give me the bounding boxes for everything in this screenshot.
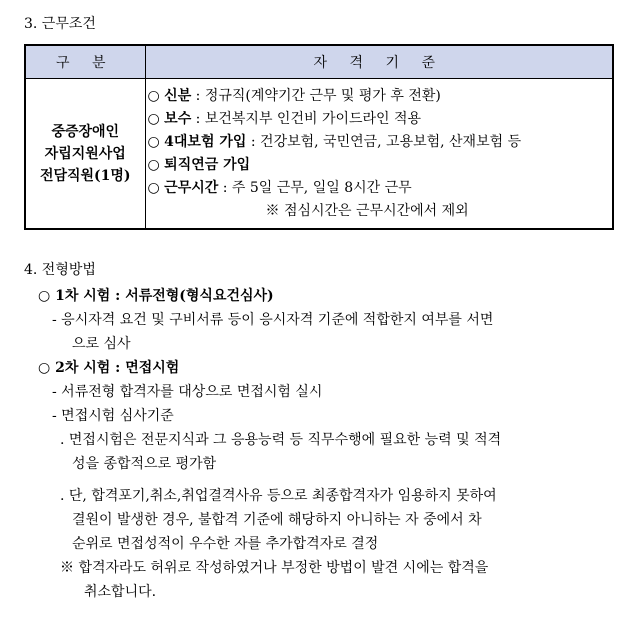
- condition-item: ○ 퇴직연금 가입: [147, 157, 251, 173]
- condition-item: ○ 보수 : 보건복지부 인건비 가이드라인 적용: [147, 111, 422, 127]
- criteria-text-cont: 성을 종합적으로 평가함: [72, 456, 217, 472]
- position-line: 중증장애인: [51, 123, 120, 140]
- position-line: 자립지원사업: [44, 145, 126, 162]
- warning-note: ※ 합격자라도 허위로 작성하였거나 부정한 방법이 발견 시에는 합격을: [60, 560, 489, 576]
- condition-item: ○ 신분 : 정규직(계약기간 근무 및 평가 후 전환): [147, 88, 441, 104]
- position-cell: [25, 79, 145, 230]
- lunch-note: ※ 점심시간은 근무시간에서 제외: [265, 203, 469, 219]
- criteria-cell: [145, 79, 613, 230]
- condition-item: ○ 4대보험 가입 : 건강보험, 국민연금, 고용보험, 산재보험 등: [147, 134, 522, 150]
- position-line: 전담직원(1명): [39, 167, 131, 184]
- warning-note-cont: 취소합니다.: [84, 584, 157, 600]
- section-3-heading: 3. 근무조건: [24, 16, 96, 32]
- step2-title: ○ 2차 시험 : 면접시험: [38, 360, 180, 376]
- section-4-heading: 4. 전형방법: [24, 262, 96, 278]
- additional-pass-text-cont: 결원이 발생한 경우, 불합격 기준에 해당하지 아니하는 자 중에서 차: [72, 512, 482, 528]
- table-header-category: 구 분: [25, 45, 145, 79]
- criteria-text: . 면접시험은 전문지식과 그 응용능력 등 직무수행에 필요한 능력 및 적격: [60, 432, 502, 448]
- step2-description: - 서류전형 합격자를 대상으로 면접시험 실시: [52, 384, 323, 400]
- step1-description-cont: 으로 심사: [72, 336, 131, 352]
- additional-pass-text: . 단, 합격포기,취소,취업결격사유 등으로 최종합격자가 임용하지 못하여: [60, 488, 497, 504]
- step1-title: ○ 1차 시험 : 서류전형(형식요건심사): [38, 288, 274, 304]
- step1-description: - 응시자격 요건 및 구비서류 등이 응시자격 기준에 적합한지 여부를 서면: [52, 312, 494, 328]
- working-conditions-table: [24, 44, 614, 230]
- table-header-criteria: 자 격 기 준: [145, 45, 613, 79]
- step2-criteria-title: - 면접시험 심사기준: [52, 408, 174, 424]
- additional-pass-text-cont: 순위로 면접성적이 우수한 자를 추가합격자로 결정: [72, 536, 379, 552]
- condition-item: ○ 근무시간 : 주 5일 근무, 일일 8시간 근무: [147, 180, 412, 196]
